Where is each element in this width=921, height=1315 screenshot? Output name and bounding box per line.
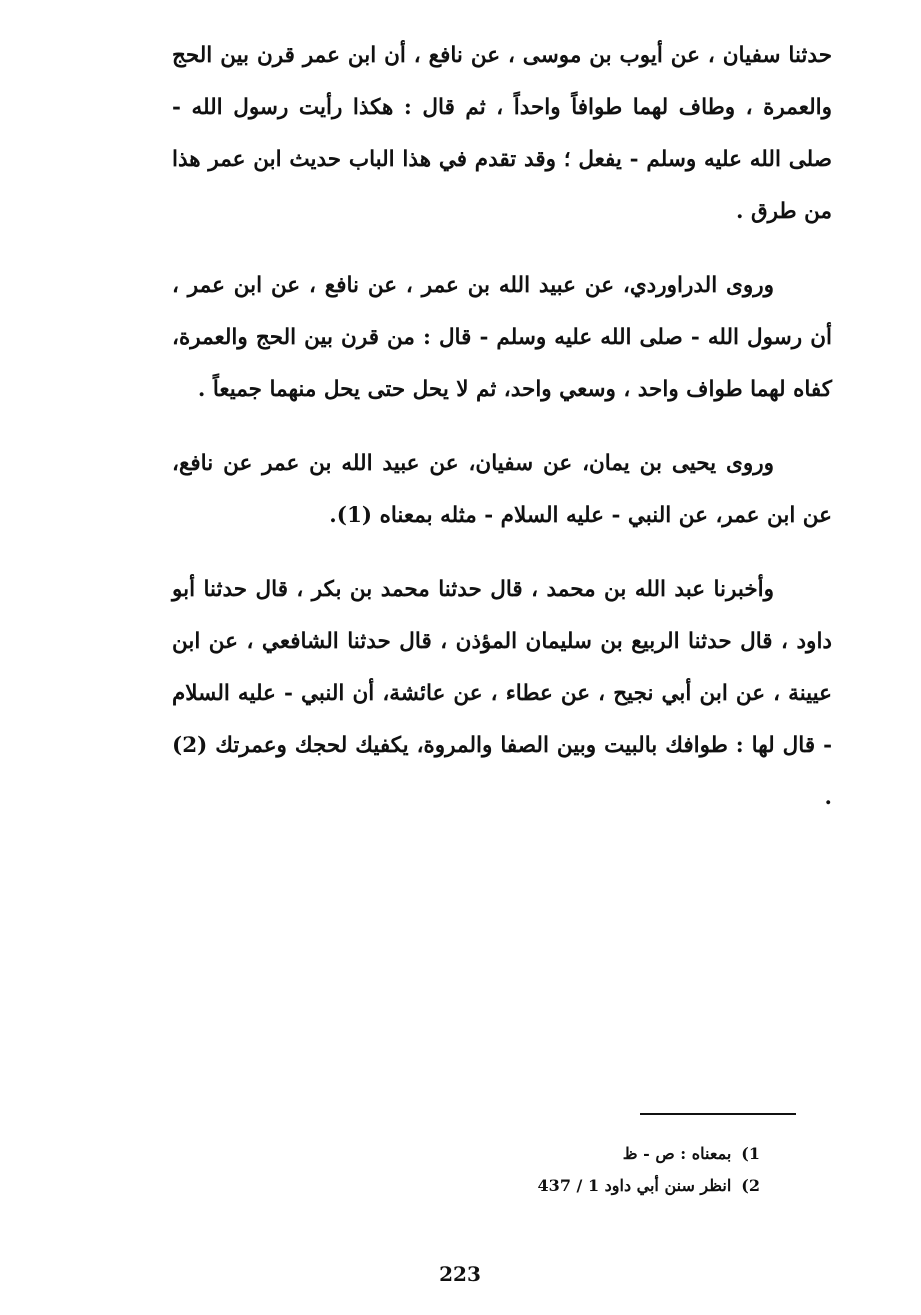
main-text <box>172 30 832 824</box>
footnotes <box>420 1138 760 1202</box>
footnote-1 <box>420 1138 760 1170</box>
footnote-2 <box>420 1170 760 1202</box>
footnote-1-text: بمعناه : ص - ظ <box>622 1144 732 1163</box>
footnote-separator <box>640 1113 796 1115</box>
paragraph-2: وروى الدراوردي، عن عبيد الله بن عمر ، عن نافع ، عن ابن عمر ، أن رسول الله - صلى الله عليه وسلم - قال : من قرن بين الحج والعمرة، كفاه لهما طواف واحد ، وسعي واحد، ثم لا يحل حتى يحل منهما جميعاً . <box>172 273 832 402</box>
paragraph-3: وروى يحيى بن يمان، عن سفيان، عن عبيد الله بن عمر عن نافع، عن ابن عمر، عن النبي - عليه السلام - مثله بمعناه (1). <box>172 451 832 528</box>
footnote-2-number: 2) <box>741 1176 760 1195</box>
paragraph-1: حدثنا سفيان ، عن أيوب بن موسى ، عن نافع ، أن ابن عمر قرن بين الحج والعمرة ، وطاف لهما طوافاً واحداً ، ثم قال : هكذا رأيت رسول الله - صلى الله عليه وسلم - يفعل ؛ وقد تقدم في هذا الباب حديث ابن عمر هذا من طرق . <box>172 43 832 224</box>
paragraph-4: وأخبرنا عبد الله بن محمد ، قال حدثنا محمد بن بكر ، قال حدثنا أبو داود ، قال حدثنا الربيع بن سليمان المؤذن ، قال حدثنا الشافعي ، عن ابن عيينة ، عن ابن أبي نجيح ، عن عطاء ، عن عائشة، أن النبي - عليه السلام - قال لها : طوافك بالبيت وبين الصفا والمروة، يكفيك لحجك وعمرتك (2) . <box>172 577 832 810</box>
page-number: 223 <box>439 1262 481 1286</box>
footnote-2-text: انظر سنن أبي داود 1 / 437 <box>537 1176 732 1195</box>
footnote-1-number: 1) <box>741 1144 760 1163</box>
